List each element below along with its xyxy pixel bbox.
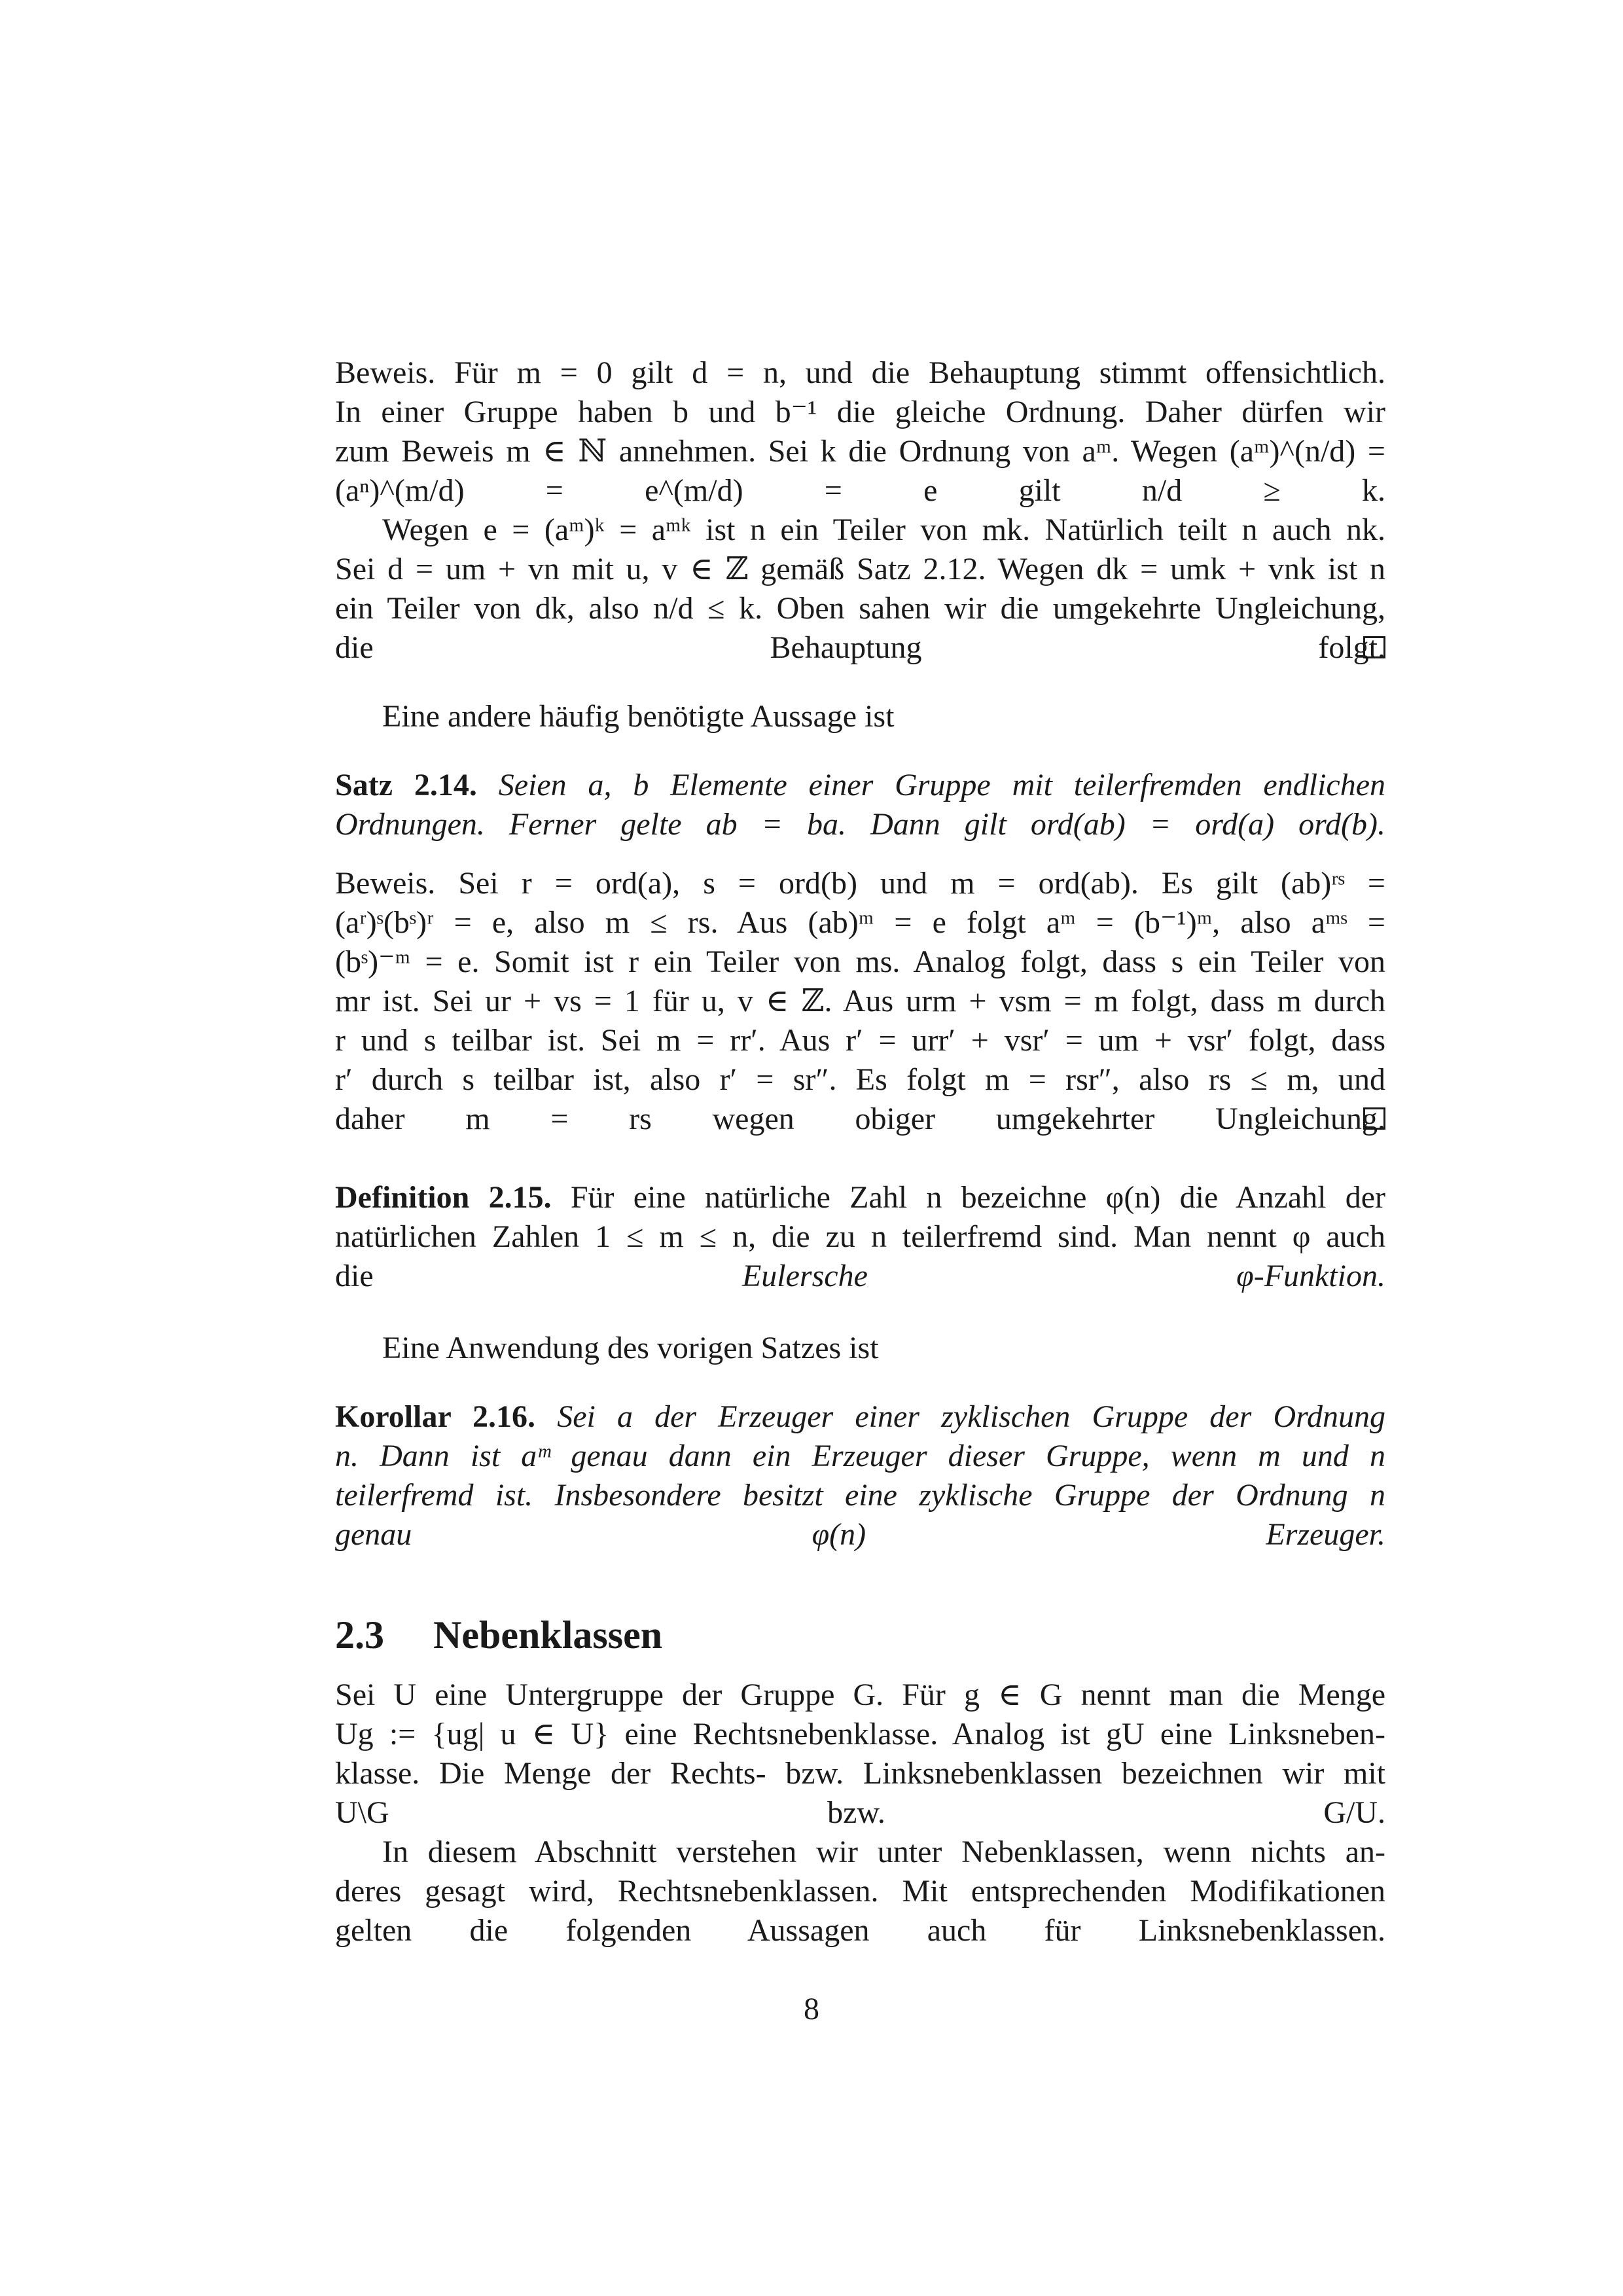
section-line: klasse. Die Menge der Rechts- bzw. Linksnebenklassen bezeichnen wir mit [335,1756,1385,1791]
proof-2-line: r und s teilbar ist. Sei m = rr′. Aus r′ = urr′ + vsr′ = um + vsr′ folgt, dass [335,1023,1385,1058]
proof-2-line: (bˢ)⁻ᵐ = e. Somit ist r ein Teiler von ms. Analog folgt, dass s ein Teiler von [335,944,1385,979]
section-line: deres gesagt wird, Rechtsnebenklassen. Mit entsprechenden Modifikationen [335,1874,1385,1909]
proof-1-line: zum Beweis m ∈ ℕ annehmen. Sei k die Ordnung von aᵐ. Wegen (aᵐ)^(n/d) = [335,434,1385,469]
corollary-line: n. Dann ist aᵐ genau dann ein Erzeuger dieser Gruppe, wenn m und n [335,1439,1385,1473]
section-heading [335,1609,662,1661]
section-line: gelten die folgenden Aussagen auch für Linksnebenklassen. [335,1913,1385,1948]
section-line: Sei U eine Untergruppe der Gruppe G. Für g ∈ G nennt man die Menge [335,1677,1385,1712]
intro-text-2 [335,1329,1385,1368]
proof-1-line: (aⁿ)^(m/d) = e^(m/d) = e gilt n/d ≥ k. [335,473,1385,508]
proof-1-line: Sei d = um + vn mit u, v ∈ ℤ gemäß Satz 2.12. Wegen dk = umk + vnk ist n [335,552,1385,586]
proof-1-line: Beweis. Für m = 0 gilt d = n, und die Behauptung stimmt offensichtlich. [335,355,1385,390]
corollary-line [335,1397,1385,1437]
section-body [335,1676,1385,1950]
section-title: Nebenklassen [433,1613,663,1657]
definition-term: Eulersche φ-Funktion. [741,1259,1385,1293]
proof-1-line [335,628,1385,668]
theorem-2-14 [335,766,1385,844]
section-line: Ug := {ug| u ∈ U} eine Rechtsnebenklasse. Analog ist gU eine Linksneben- [335,1717,1385,1751]
definition-text: Für eine natürliche Zahl n bezeichne φ(n) die Anzahl der [570,1180,1385,1215]
intro-line: Eine Anwendung des vorigen Satzes ist [382,1331,879,1365]
proof-2 [335,864,1385,1139]
theorem-text: Seien a, b Elemente einer Gruppe mit teilerfremden endlichen [498,768,1386,802]
definition-line [335,1178,1385,1217]
proof-2-last-text: daher m = rs wegen obiger umgekehrter Ungleichung. [335,1102,1385,1136]
corollary-line: genau φ(n) Erzeuger. [335,1517,1385,1552]
qed-square-icon [1363,636,1385,658]
section-line: U\G bzw. G/U. [335,1795,1385,1830]
proof-1-line: Wegen e = (aᵐ)ᵏ = aᵐᵏ ist n ein Teiler von mk. Natürlich teilt n auch nk. [382,512,1385,547]
proof-2-line: mr ist. Sei ur + vs = 1 für u, v ∈ ℤ. Aus urm + vsm = m folgt, dass m durch [335,984,1385,1018]
intro-text-1 [335,697,1385,736]
page-number: 8 [804,1992,819,2026]
corollary-line: teilerfremd ist. Insbesondere besitzt eine zyklische Gruppe der Ordnung n [335,1478,1385,1513]
theorem-line [335,766,1385,805]
proof-1-line: ein Teiler von dk, also n/d ≤ k. Oben sahen wir die umgekehrte Ungleichung, [335,591,1385,626]
section-line: In diesem Abschnitt verstehen wir unter Nebenklassen, wenn nichts an- [382,1835,1385,1869]
section-number: 2.3 [335,1613,384,1657]
proof-1 [335,353,1385,668]
corollary-text: Sei a der Erzeuger einer zyklischen Gruppe der Ordnung [557,1399,1386,1434]
definition-label: Definition 2.15. [335,1180,552,1215]
qed-square-icon [1363,1107,1385,1130]
proof-2-line: Beweis. Sei r = ord(a), s = ord(b) und m = ord(ab). Es gilt (ab)ʳˢ = [335,866,1385,901]
proof-2-line: (aʳ)ˢ(bˢ)ʳ = e, also m ≤ rs. Aus (ab)ᵐ = e folgt aᵐ = (b⁻¹)ᵐ, also aᵐˢ = [335,905,1385,940]
definition-text: die [335,1259,742,1293]
proof-2-line [335,1100,1385,1139]
proof-2-line: r′ durch s teilbar ist, also r′ = sr″. Es folgt m = rsr″, also rs ≤ m, und [335,1062,1385,1097]
corollary-2-16 [335,1397,1385,1554]
theorem-line: Ordnungen. Ferner gelte ab = ba. Dann gilt ord(ab) = ord(a) ord(b). [335,807,1385,842]
intro-line: Eine andere häufig benötigte Aussage ist [382,699,895,734]
proof-1-last-text: die Behauptung folgt. [335,630,1385,665]
definition-line: natürlichen Zahlen 1 ≤ m ≤ n, die zu n teilerfremd sind. Man nennt φ auch [335,1219,1385,1254]
corollary-label: Korollar 2.16. [335,1399,536,1434]
theorem-label: Satz 2.14. [335,768,477,802]
definition-2-15 [335,1178,1385,1296]
proof-1-line: In einer Gruppe haben b und b⁻¹ die gleiche Ordnung. Daher dürfen wir [335,395,1385,429]
definition-line [335,1257,1385,1296]
